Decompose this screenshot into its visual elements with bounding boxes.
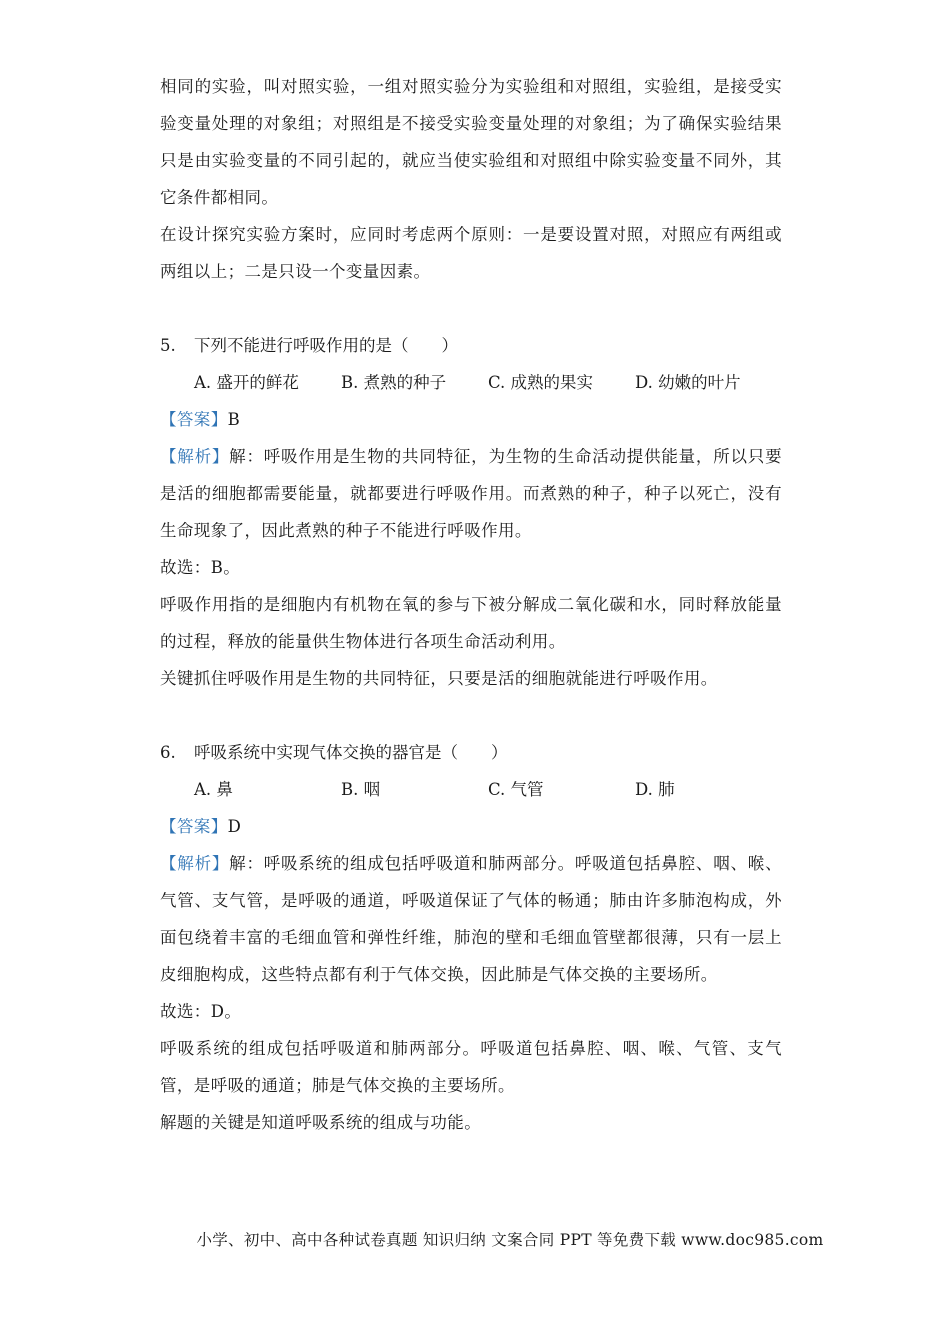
analysis-tag: 【解析】 (160, 447, 230, 466)
question-6-options (160, 771, 782, 808)
question-5-answer (160, 401, 782, 438)
question-6-analysis (160, 845, 782, 993)
analysis-text: 解：呼吸作用是生物的共同特征，为生物的生命活动提供能量，所以只要是活的细胞都需要能量，就都要进行呼吸作用。而煮熟的种子，种子以死亡，没有生命现象了，因此煮熟的种子不能进行呼吸作用。 (160, 447, 782, 540)
question-5-option-c: C. 成熟的果实 (488, 373, 594, 392)
question-6-number: 6. (160, 743, 176, 762)
footer-text: 小学、初中、高中各种试卷真题 知识归纳 文案合同 PPT 等免费下载 www.doc985.com (196, 1231, 824, 1249)
question-5-note-2: 关键抓住呼吸作用是生物的共同特征，只要是活的细胞就能进行呼吸作用。 (160, 669, 718, 688)
question-6-option-d: D. 肺 (635, 780, 675, 799)
intro-paragraph-2: 在设计探究实验方案时，应同时考虑两个原则：一是要设置对照，对照应有两组或两组以上；二是只设一个变量因素。 (160, 225, 782, 281)
question-5-stem (160, 327, 782, 364)
question-6-option-c: C. 气管 (488, 780, 544, 799)
question-5-options (160, 364, 782, 401)
question-6-text: 呼吸系统中实现气体交换的器官是（ ） (194, 743, 508, 762)
answer-tag: 【答案】 (160, 410, 228, 429)
spacer (160, 697, 782, 734)
spacer (160, 290, 782, 327)
question-5-number: 5. (160, 336, 176, 355)
answer-value: B (227, 410, 241, 429)
question-6-option-b: B. 咽 (341, 780, 381, 799)
question-5-text: 下列不能进行呼吸作用的是（ ） (194, 336, 458, 355)
page-footer (0, 1228, 950, 1250)
answer-value: D (227, 817, 242, 836)
intro-paragraph-1: 相同的实验，叫对照实验，一组对照实验分为实验组和对照组，实验组，是接受实验变量处理的对象组；对照组是不接受实验变量处理的对象组；为了确保实验结果只是由实验变量的不同引起的，就应当使实验组和对照组中除实验变量不同外，其它条件都相同。 (160, 77, 782, 207)
question-5-option-d: D. 幼嫩的叶片 (635, 373, 741, 392)
answer-tag: 【答案】 (160, 817, 228, 836)
analysis-text: 解：呼吸系统的组成包括呼吸道和肺两部分。呼吸道包括鼻腔、咽、喉、气管、支气管，是呼吸的通道，呼吸道保证了气体的畅通；肺由许多肺泡构成，外面包绕着丰富的毛细血管和弹性纤维，肺泡的壁和毛细血管壁都很薄，只有一层上皮细胞构成，这些特点都有利于气体交换，因此肺是气体交换的主要场所。 (160, 854, 782, 984)
question-6-choice: 故选：D。 (160, 1002, 242, 1021)
question-6-option-a: A. 鼻 (194, 780, 233, 799)
question-6-note-2: 解题的关键是知道呼吸系统的组成与功能。 (160, 1113, 482, 1132)
question-5-choice: 故选：B。 (160, 558, 241, 577)
question-5-note-1: 呼吸作用指的是细胞内有机物在氧的参与下被分解成二氧化碳和水，同时释放能量的过程，释放的能量供生物体进行各项生命活动利用。 (160, 595, 782, 651)
document-body (160, 68, 782, 1141)
question-6-answer (160, 808, 782, 845)
question-5-option-b: B. 煮熟的种子 (341, 373, 447, 392)
question-6-note-1: 呼吸系统的组成包括呼吸道和肺两部分。呼吸道包括鼻腔、咽、喉、气管、支气管，是呼吸的通道；肺是气体交换的主要场所。 (160, 1039, 782, 1095)
question-5-option-a: A. 盛开的鲜花 (194, 373, 299, 392)
question-5-analysis (160, 438, 782, 549)
analysis-tag: 【解析】 (160, 854, 230, 873)
question-6-stem (160, 734, 782, 771)
